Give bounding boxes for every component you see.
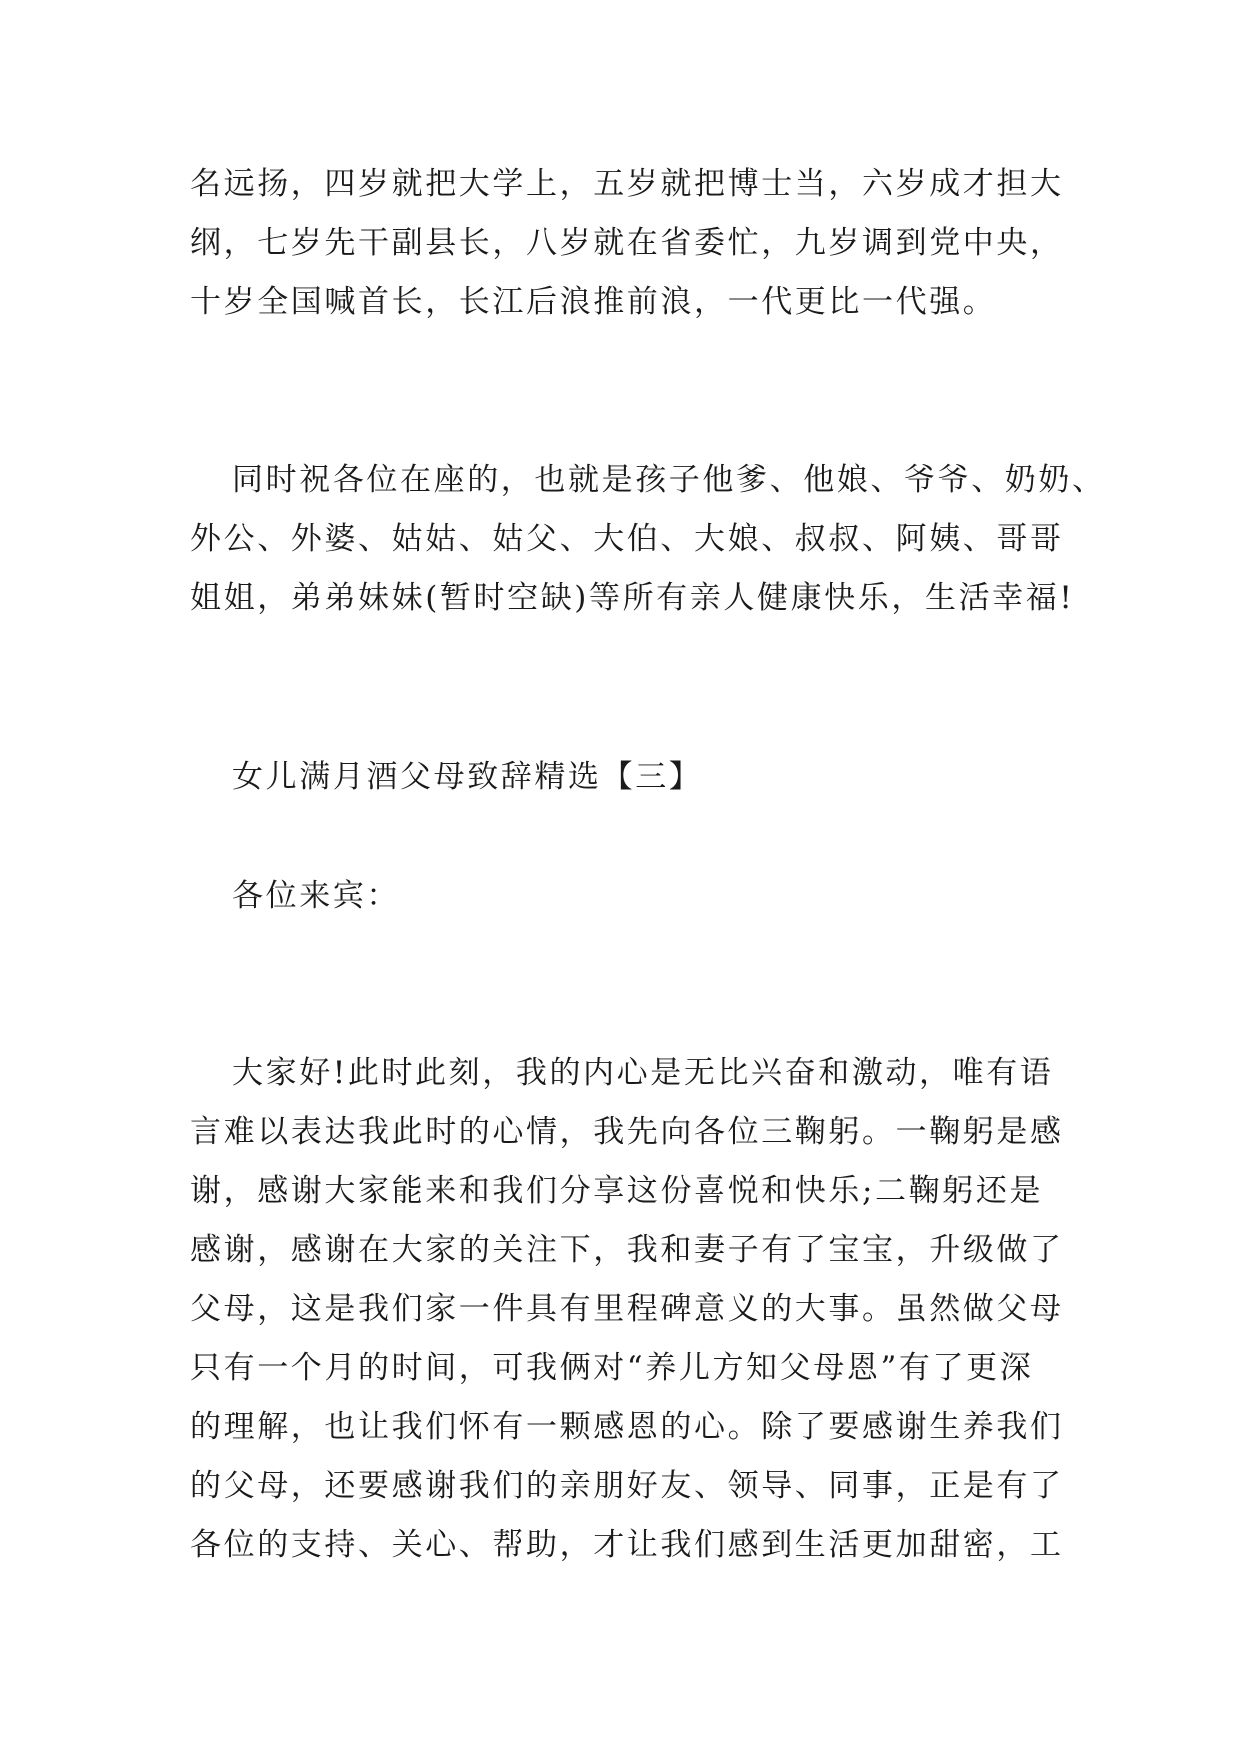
paragraph-3-line-8: 的父母，还要感谢我们的亲朋好友、领导、同事，正是有了: [190, 1468, 1064, 1504]
paragraph-3-line-4: 感谢，感谢在大家的关注下，我和妻子有了宝宝，升级做了: [190, 1232, 1064, 1268]
paragraph-3-line-6: 只有一个月的时间，可我俩对“养儿方知父母恩”有了更深: [190, 1350, 1034, 1386]
paragraph-2-line-3: 姐姐，弟弟妹妹(暂时空缺)等所有亲人健康快乐，生活幸福!: [190, 580, 1075, 616]
paragraph-3-line-7: 的理解，也让我们怀有一颗感恩的心。除了要感谢生养我们: [190, 1409, 1064, 1445]
paragraph-2-line-1: 同时祝各位在座的，也就是孩子他爹、他娘、爷爷、奶奶、: [232, 462, 1106, 498]
section-title: 女儿满月酒父母致辞精选【三】: [232, 759, 703, 795]
paragraph-3-line-9: 各位的支持、关心、帮助，才让我们感到生活更加甜密，工: [190, 1527, 1064, 1563]
paragraph-3-line-5: 父母，这是我们家一件具有里程碑意义的大事。虽然做父母: [190, 1291, 1064, 1327]
salutation: 各位来宾：: [232, 878, 400, 914]
paragraph-1-line-3: 十岁全国喊首长，长江后浪推前浪，一代更比一代强。: [190, 284, 997, 320]
paragraph-1-line-2: 纲，七岁先干副县长，八岁就在省委忙，九岁调到党中央，: [190, 225, 1064, 261]
paragraph-2-line-2: 外公、外婆、姑姑、姑父、大伯、大娘、叔叔、阿姨、哥哥: [190, 521, 1064, 557]
paragraph-1-line-1: 名远扬，四岁就把大学上，五岁就把博士当，六岁成才担大: [190, 166, 1064, 202]
paragraph-3-line-3: 谢，感谢大家能来和我们分享这份喜悦和快乐;二鞠躬还是: [190, 1173, 1044, 1209]
paragraph-3-line-1: 大家好!此时此刻，我的内心是无比兴奋和激动，唯有语: [232, 1055, 1054, 1091]
paragraph-3-line-2: 言难以表达我此时的心情，我先向各位三鞠躬。一鞠躬是感: [190, 1114, 1064, 1150]
